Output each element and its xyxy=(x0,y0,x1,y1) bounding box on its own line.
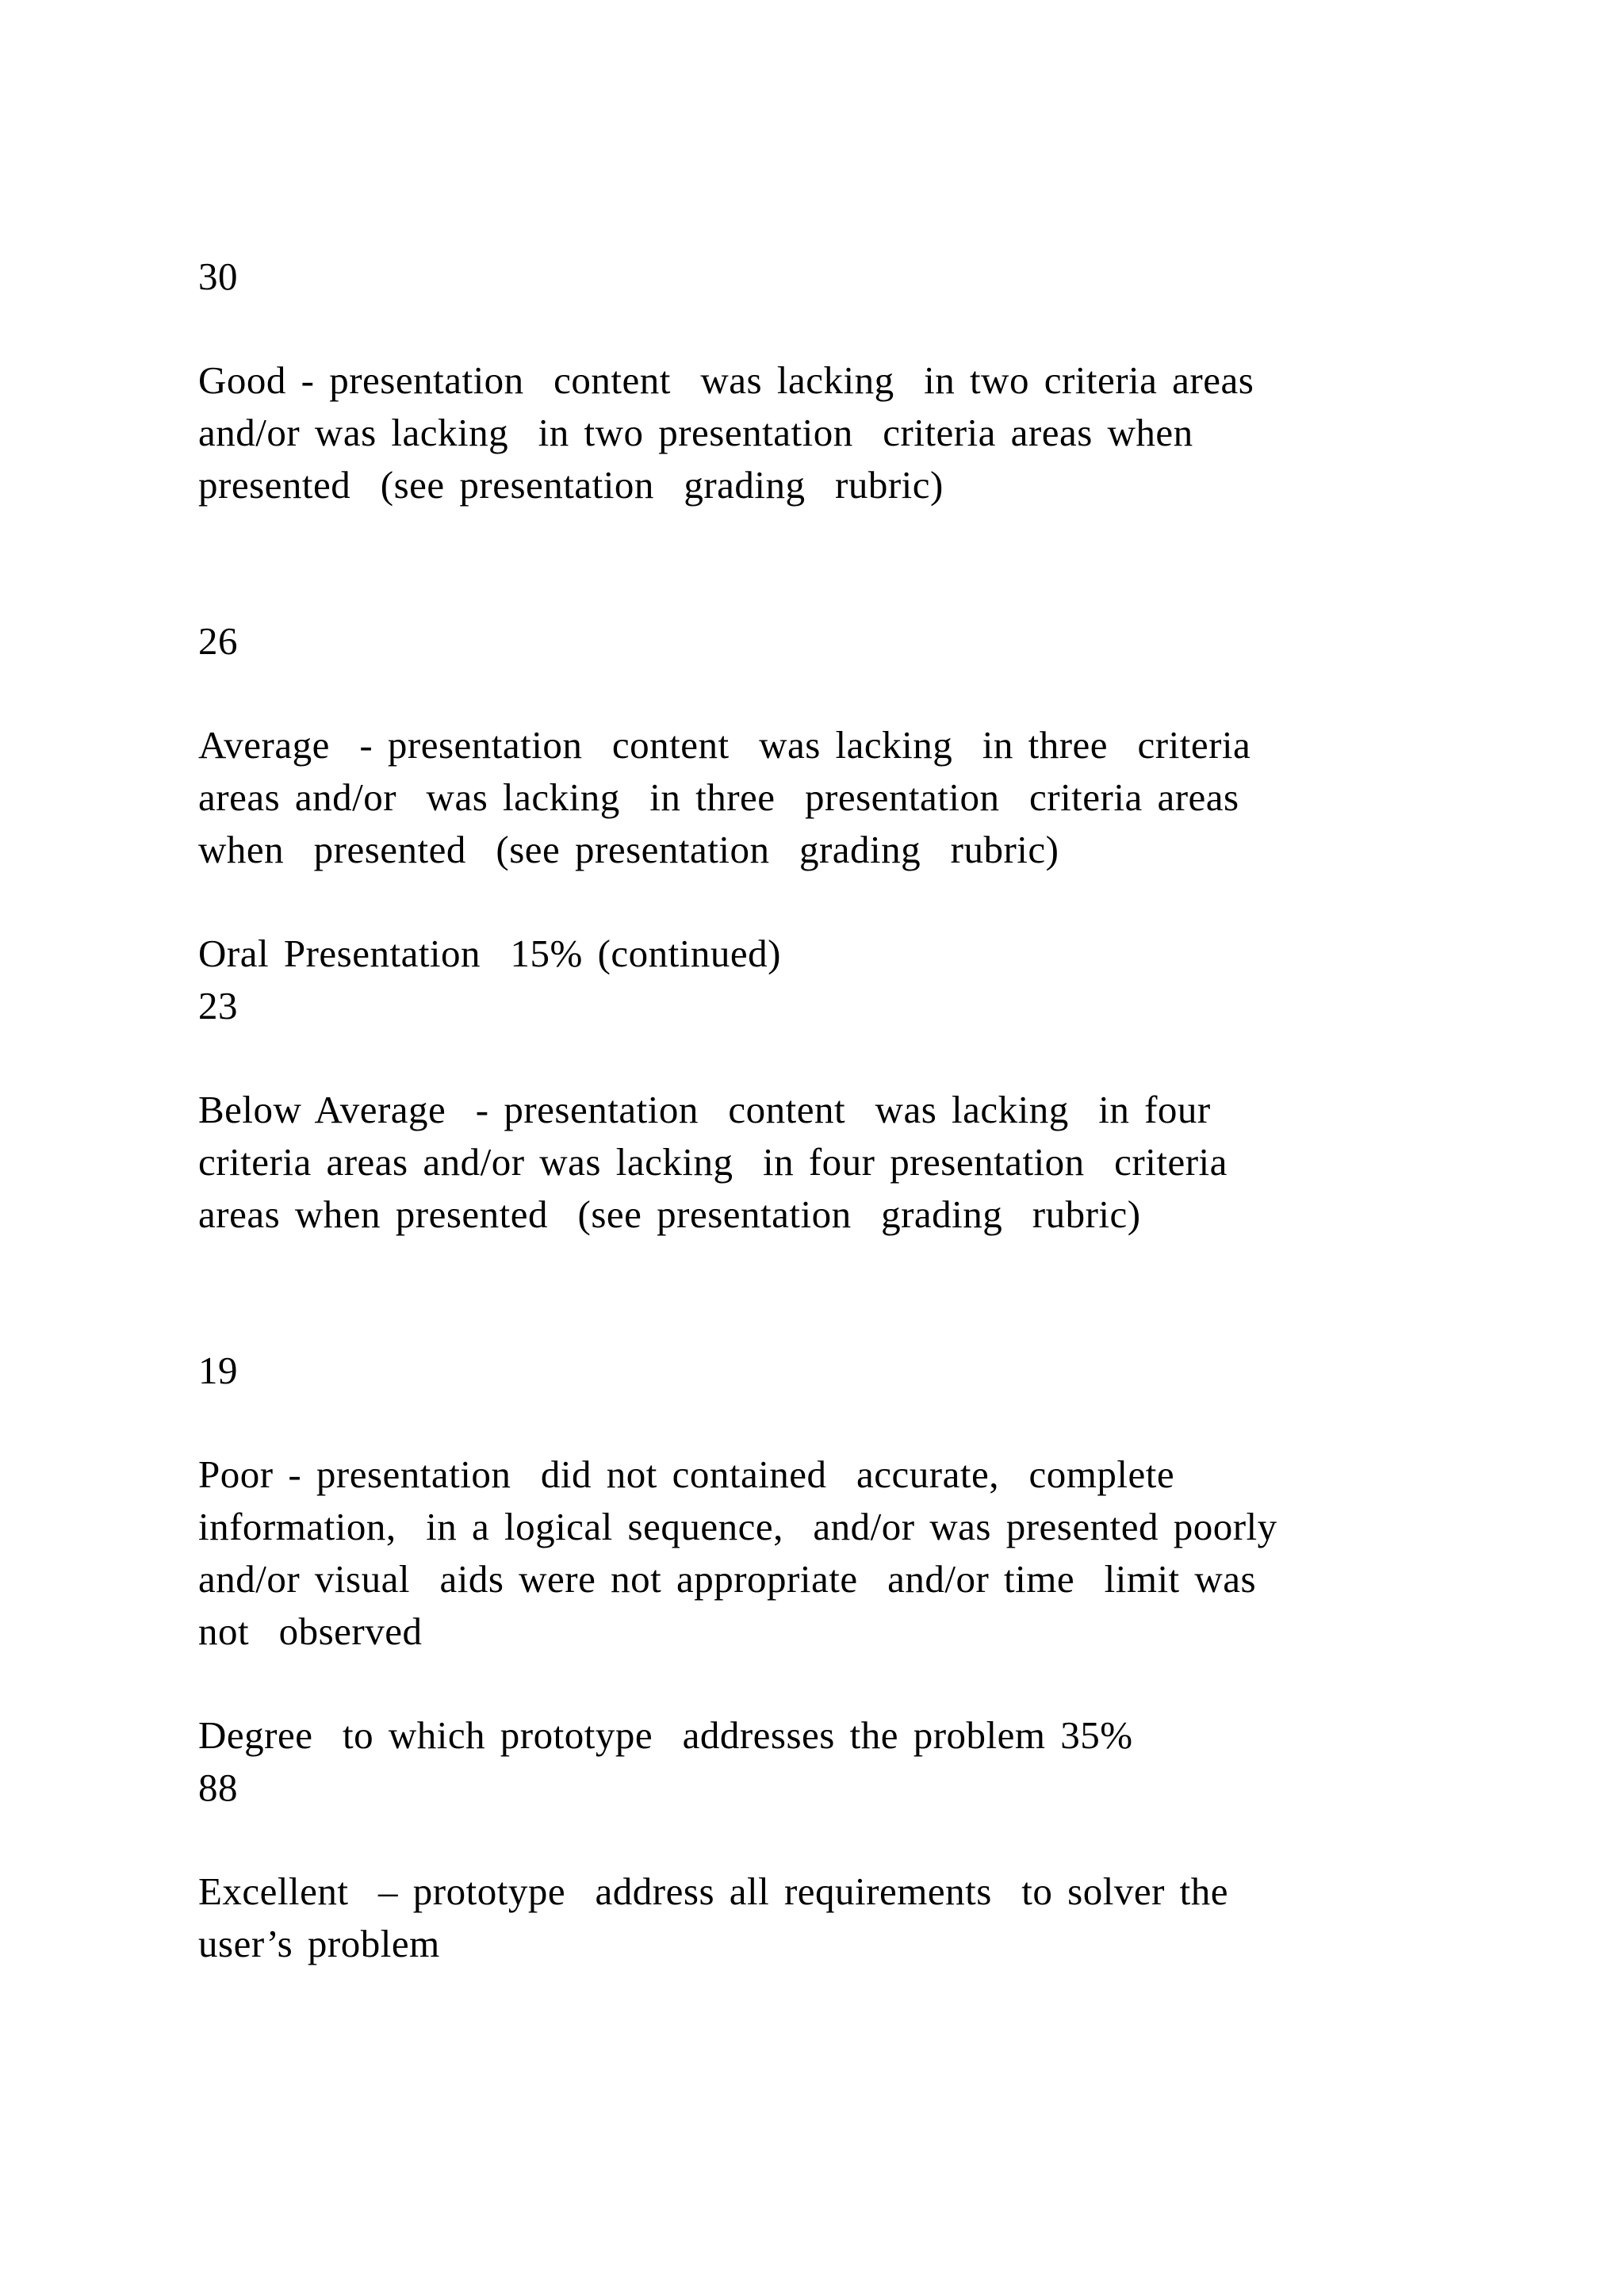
excellent-line-1: Excellent – prototype address all requirements to solver the xyxy=(198,1869,1229,1913)
good-line-1: Good - presentation content was lacking in two criteria areas xyxy=(198,358,1254,402)
degree-heading: Degree to which prototype addresses the problem 35% xyxy=(198,1713,1133,1757)
average-line-3: when presented (see presentation grading rubric) xyxy=(198,828,1059,871)
score-88: 88 xyxy=(198,1766,238,1809)
average-line-1: Average - presentation content was lacking in three criteria xyxy=(198,723,1251,767)
excellent-line-2: user’s problem xyxy=(198,1922,440,1965)
good-line-3: presented (see presentation grading rubric) xyxy=(198,463,944,507)
good-line-2: and/or was lacking in two presentation criteria areas when xyxy=(198,411,1193,454)
score-30: 30 xyxy=(198,254,238,298)
oral-presentation-heading: Oral Presentation 15% (continued) xyxy=(198,932,781,975)
poor-line-1: Poor - presentation did not contained accurate, complete xyxy=(198,1452,1175,1496)
poor-line-4: not observed xyxy=(198,1609,423,1653)
below-average-line-3: areas when presented (see presentation grading rubric) xyxy=(198,1192,1141,1236)
poor-line-3: and/or visual aids were not appropriate and/or time limit was xyxy=(198,1557,1257,1601)
score-23: 23 xyxy=(198,984,238,1027)
below-average-line-1: Below Average - presentation content was lacking in four xyxy=(198,1088,1211,1131)
score-19: 19 xyxy=(198,1349,238,1392)
score-26: 26 xyxy=(198,619,238,663)
below-average-line-2: criteria areas and/or was lacking in four presentation criteria xyxy=(198,1140,1228,1184)
poor-line-2: information, in a logical sequence, and/or was presented poorly xyxy=(198,1505,1277,1548)
average-line-2: areas and/or was lacking in three presentation criteria areas xyxy=(198,775,1239,819)
